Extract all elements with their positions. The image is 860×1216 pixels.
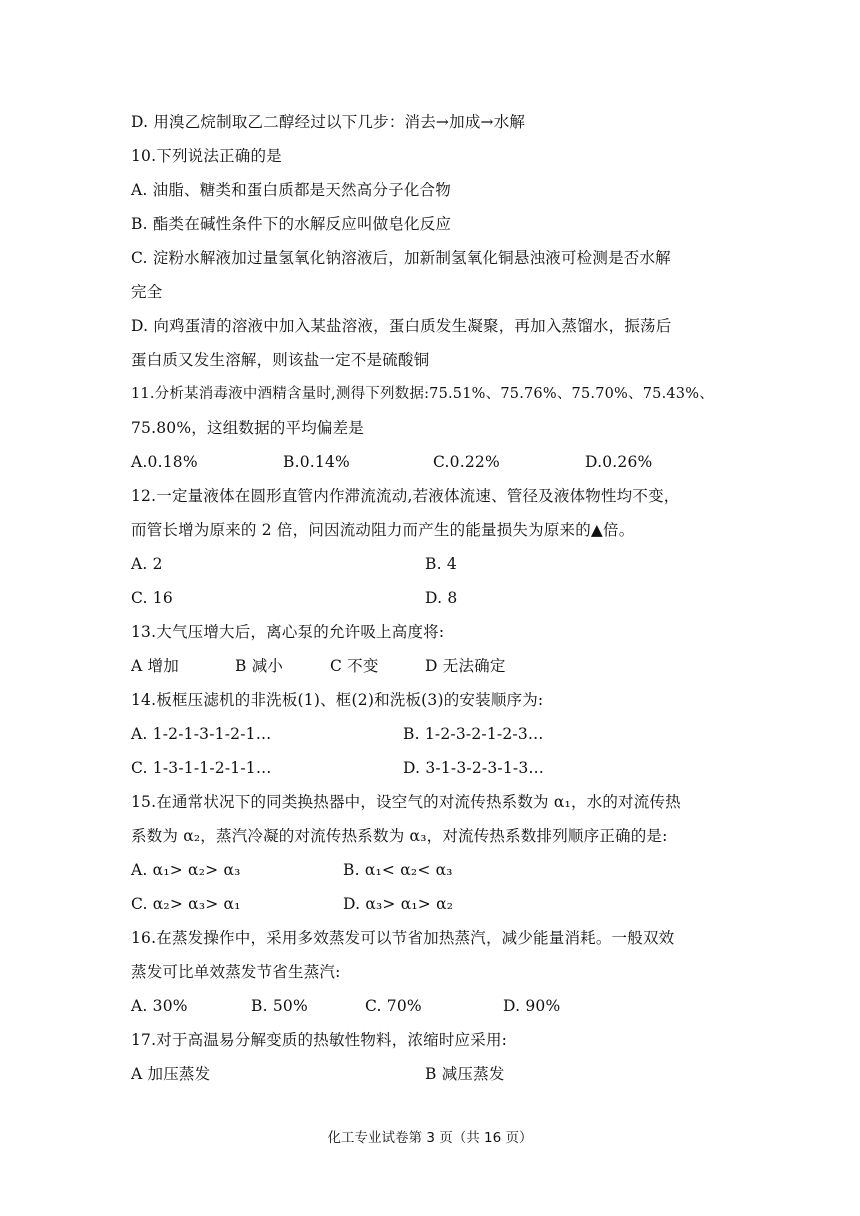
question-12-option-b: B. 4 [425,555,457,573]
question-9-option-d: D. 用溴乙烷制取乙二醇经过以下几步：消去→加成→水解 [131,113,526,131]
question-12-option-c: C. 16 [131,589,173,607]
question-15-option-c: C. α₂> α₃> α₁ [131,895,241,913]
question-13-option-b: B 减小 [235,657,284,675]
question-10-option-d-cont: 蛋白质又发生溶解，则该盐一定不是硫酸铜 [131,351,430,369]
question-15-option-a: A. α₁> α₂> α₃ [131,861,241,879]
question-14-option-b: B. 1-2-3-2-1-2-3… [403,725,544,743]
question-11-stem-cont: 75.80%，这组数据的平均偏差是 [131,419,365,437]
question-12-option-a: A. 2 [131,555,163,573]
question-10-option-c: C. 淀粉水解液加过量氢氧化钠溶液后，加新制氢氧化铜悬浊液可检测是否水解 [131,249,671,267]
page-footer: 化工专业试卷第 3 页（共 16 页） [327,1130,533,1146]
question-11-option-b: B.0.14% [283,453,350,471]
question-10-option-b: B. 酯类在碱性条件下的水解反应叫做皂化反应 [131,215,452,233]
question-14-stem: 14.板框压滤机的非洗板(1)、框(2)和洗板(3)的安装顺序为: [131,691,544,709]
question-11-option-c: C.0.22% [433,453,500,471]
question-10-option-a: A. 油脂、糖类和蛋白质都是天然高分子化合物 [131,181,451,199]
question-13-stem: 13.大气压增大后，离心泵的允许吸上高度将: [131,623,445,641]
question-17-stem: 17.对于高温易分解变质的热敏性物料，浓缩时应采用: [131,1031,508,1049]
question-16-stem: 16.在蒸发操作中，采用多效蒸发可以节省加热蒸汽，减少能量消耗。一般双效 [131,929,675,947]
question-10-option-c-cont: 完全 [131,283,163,301]
question-15-option-d: D. α₃> α₁> α₂ [343,895,454,913]
question-11-option-a: A.0.18% [131,453,198,471]
question-16-option-c: C. 70% [365,997,422,1015]
question-16-option-a: A. 30% [131,997,188,1015]
question-16-option-d: D. 90% [503,997,561,1015]
question-12-stem-cont: 而管长增为原来的 2 倍，问因流动阻力而产生的能量损失为原来的▲倍。 [131,521,635,539]
question-16-option-b: B. 50% [251,997,308,1015]
question-13-option-d: D 无法确定 [425,657,506,675]
question-14-option-a: A. 1-2-1-3-1-2-1… [131,725,272,743]
question-12-stem: 12.一定量液体在圆形直管内作滞流流动,若液体流速、管径及液体物性均不变， [131,487,680,505]
question-14-option-d: D. 3-1-3-2-3-1-3… [403,759,545,777]
question-11-stem: 11.分析某消毒液中酒精含量时,测得下列数据:75.51%、75.76%、75.70%、75.43%、 [131,386,714,402]
question-15-stem: 15.在通常状况下的同类换热器中，设空气的对流传热系数为 α₁，水的对流传热 [131,793,681,811]
question-17-option-a: A 加压蒸发 [131,1065,211,1083]
question-16-stem-cont: 蒸发可比单效蒸发节省生蒸汽: [131,963,341,981]
question-15-option-b: B. α₁< α₂< α₃ [343,861,453,879]
question-14-option-c: C. 1-3-1-1-2-1-1… [131,759,272,777]
question-13-option-a: A 增加 [131,657,179,675]
question-10-stem: 10.下列说法正确的是 [131,147,282,165]
question-17-option-b: B 减压蒸发 [425,1065,505,1083]
question-10-option-d: D. 向鸡蛋清的溶液中加入某盐溶液，蛋白质发生凝聚，再加入蒸馏水，振荡后 [131,317,672,335]
question-15-stem-cont: 系数为 α₂，蒸汽冷凝的对流传热系数为 α₃，对流传热系数排列顺序正确的是: [131,827,668,845]
question-13-option-c: C 不变 [330,657,379,675]
question-11-option-d: D.0.26% [585,453,653,471]
question-12-option-d: D. 8 [425,589,458,607]
